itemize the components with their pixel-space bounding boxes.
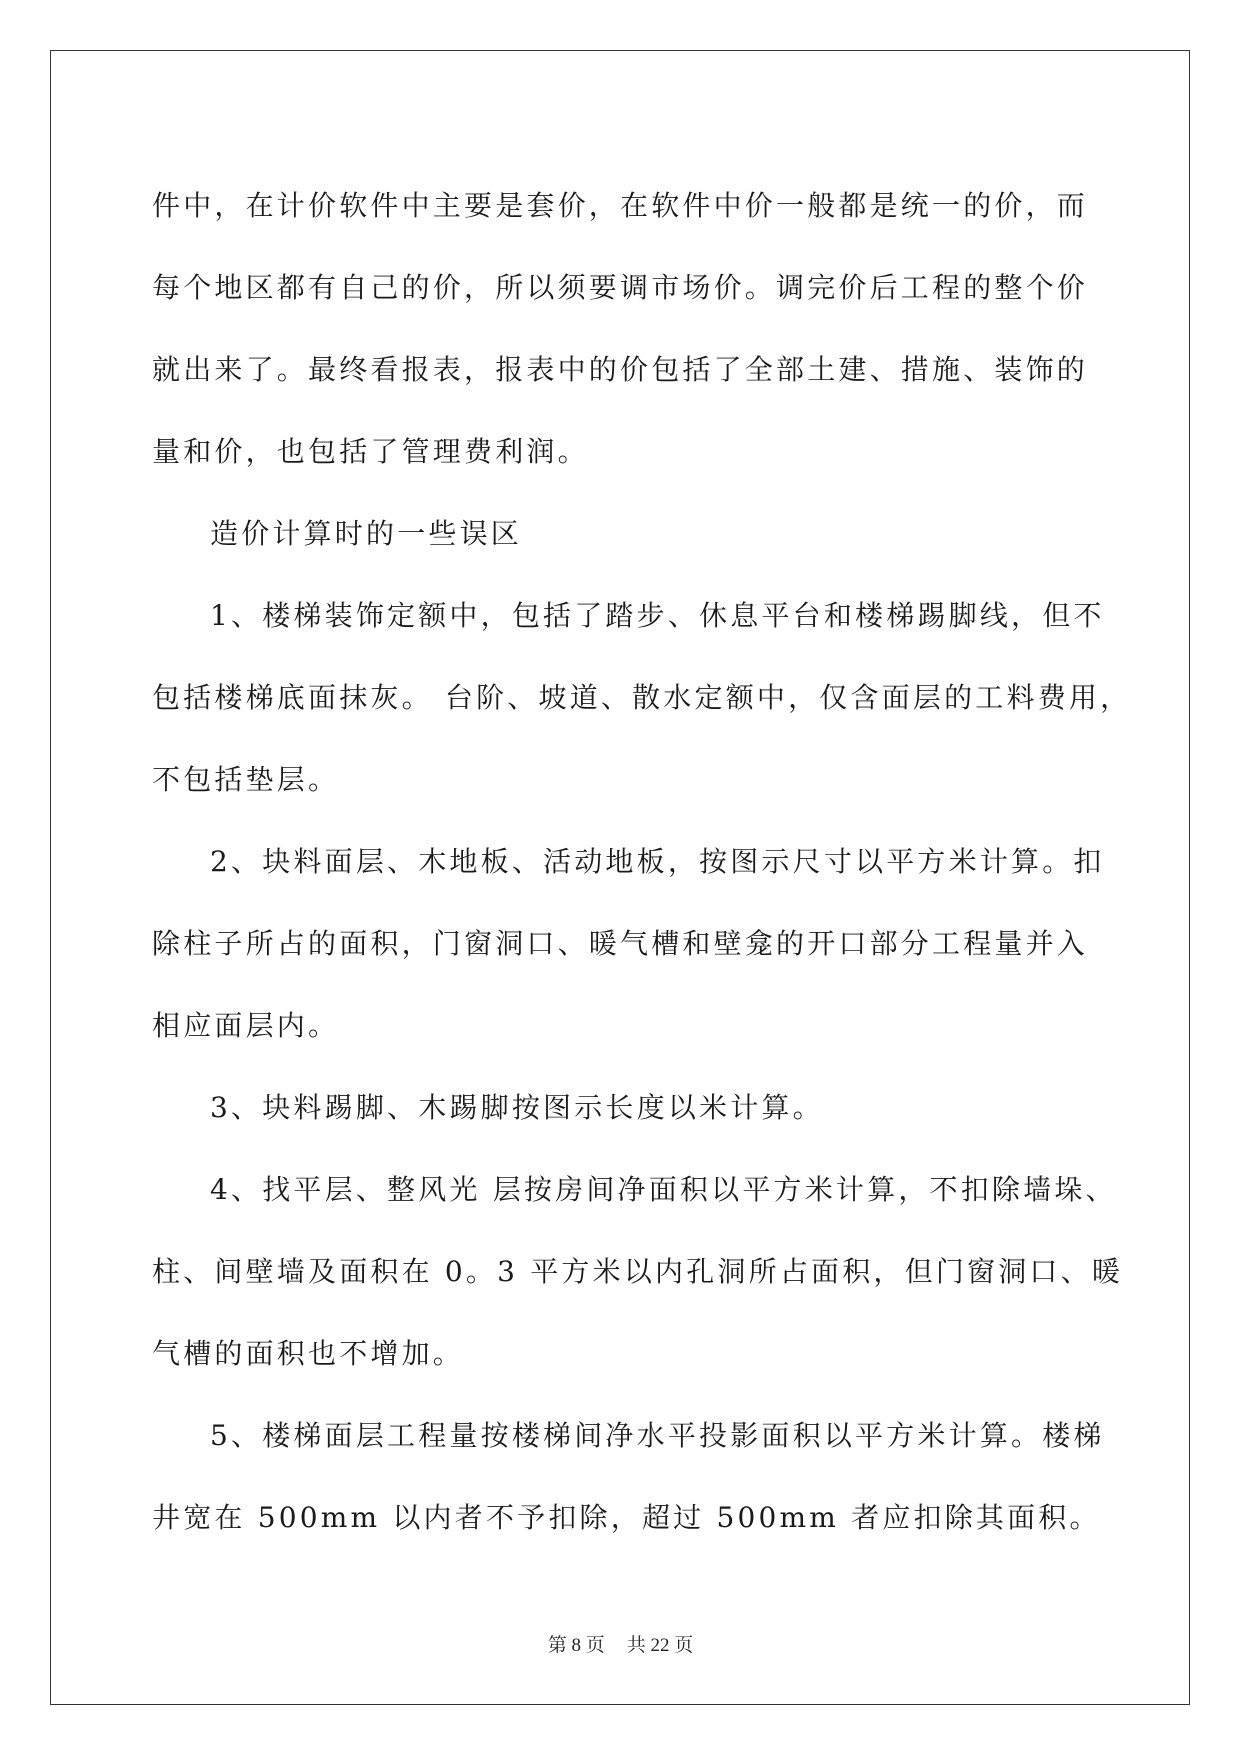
text-line: 2、块料面层、木地板、活动地板，按图示尺寸以平方米计算。扣: [210, 845, 1105, 878]
page-footer: [0, 1630, 1241, 1657]
text-line: 不包括垫层。: [152, 763, 340, 796]
section-heading: 造价计算时的一些误区: [210, 517, 523, 550]
text-line: 量和价，也包括了管理费利润。: [152, 435, 589, 468]
total-page-count: 共 22 页: [626, 1635, 694, 1656]
text-line: 相应面层内。: [152, 1009, 340, 1042]
text-line: 4、找平层、整风光 层按房间净面积以平方米计算，不扣除墙垛、: [210, 1173, 1117, 1206]
document-body: [152, 165, 1132, 1559]
text-line: 柱、间壁墙及面积在 0。3 平方米以内孔洞所占面积，但门窗洞口、暖: [152, 1255, 1124, 1288]
text-line: 件中，在计价软件中主要是套价，在软件中价一般都是统一的价，而: [152, 189, 1089, 222]
text-line: 5、楼梯面层工程量按楼梯间净水平投影面积以平方米计算。楼梯: [210, 1419, 1105, 1452]
text-line: 1、楼梯装饰定额中，包括了踏步、休息平台和楼梯踢脚线，但不: [210, 599, 1105, 632]
text-line: 每个地区都有自己的价，所以须要调市场价。调完价后工程的整个价: [152, 271, 1089, 304]
text-line: 3、块料踢脚、木踢脚按图示长度以米计算。: [210, 1091, 824, 1124]
text-line: 包括楼梯底面抹灰。 台阶、坡道、散水定额中，仅含面层的工料费用，: [152, 681, 1132, 714]
current-page-number: 第 8 页: [547, 1635, 605, 1656]
text-line: 除柱子所占的面积，门窗洞口、暖气槽和壁龛的开口部分工程量并入: [152, 927, 1089, 960]
text-line: 气槽的面积也不增加。: [152, 1337, 465, 1370]
text-line: 就出来了。最终看报表，报表中的价包括了全部土建、措施、装饰的: [152, 353, 1089, 386]
text-line: 井宽在 500mm 以内者不予扣除，超过 500mm 者应扣除其面积。: [152, 1501, 1101, 1534]
